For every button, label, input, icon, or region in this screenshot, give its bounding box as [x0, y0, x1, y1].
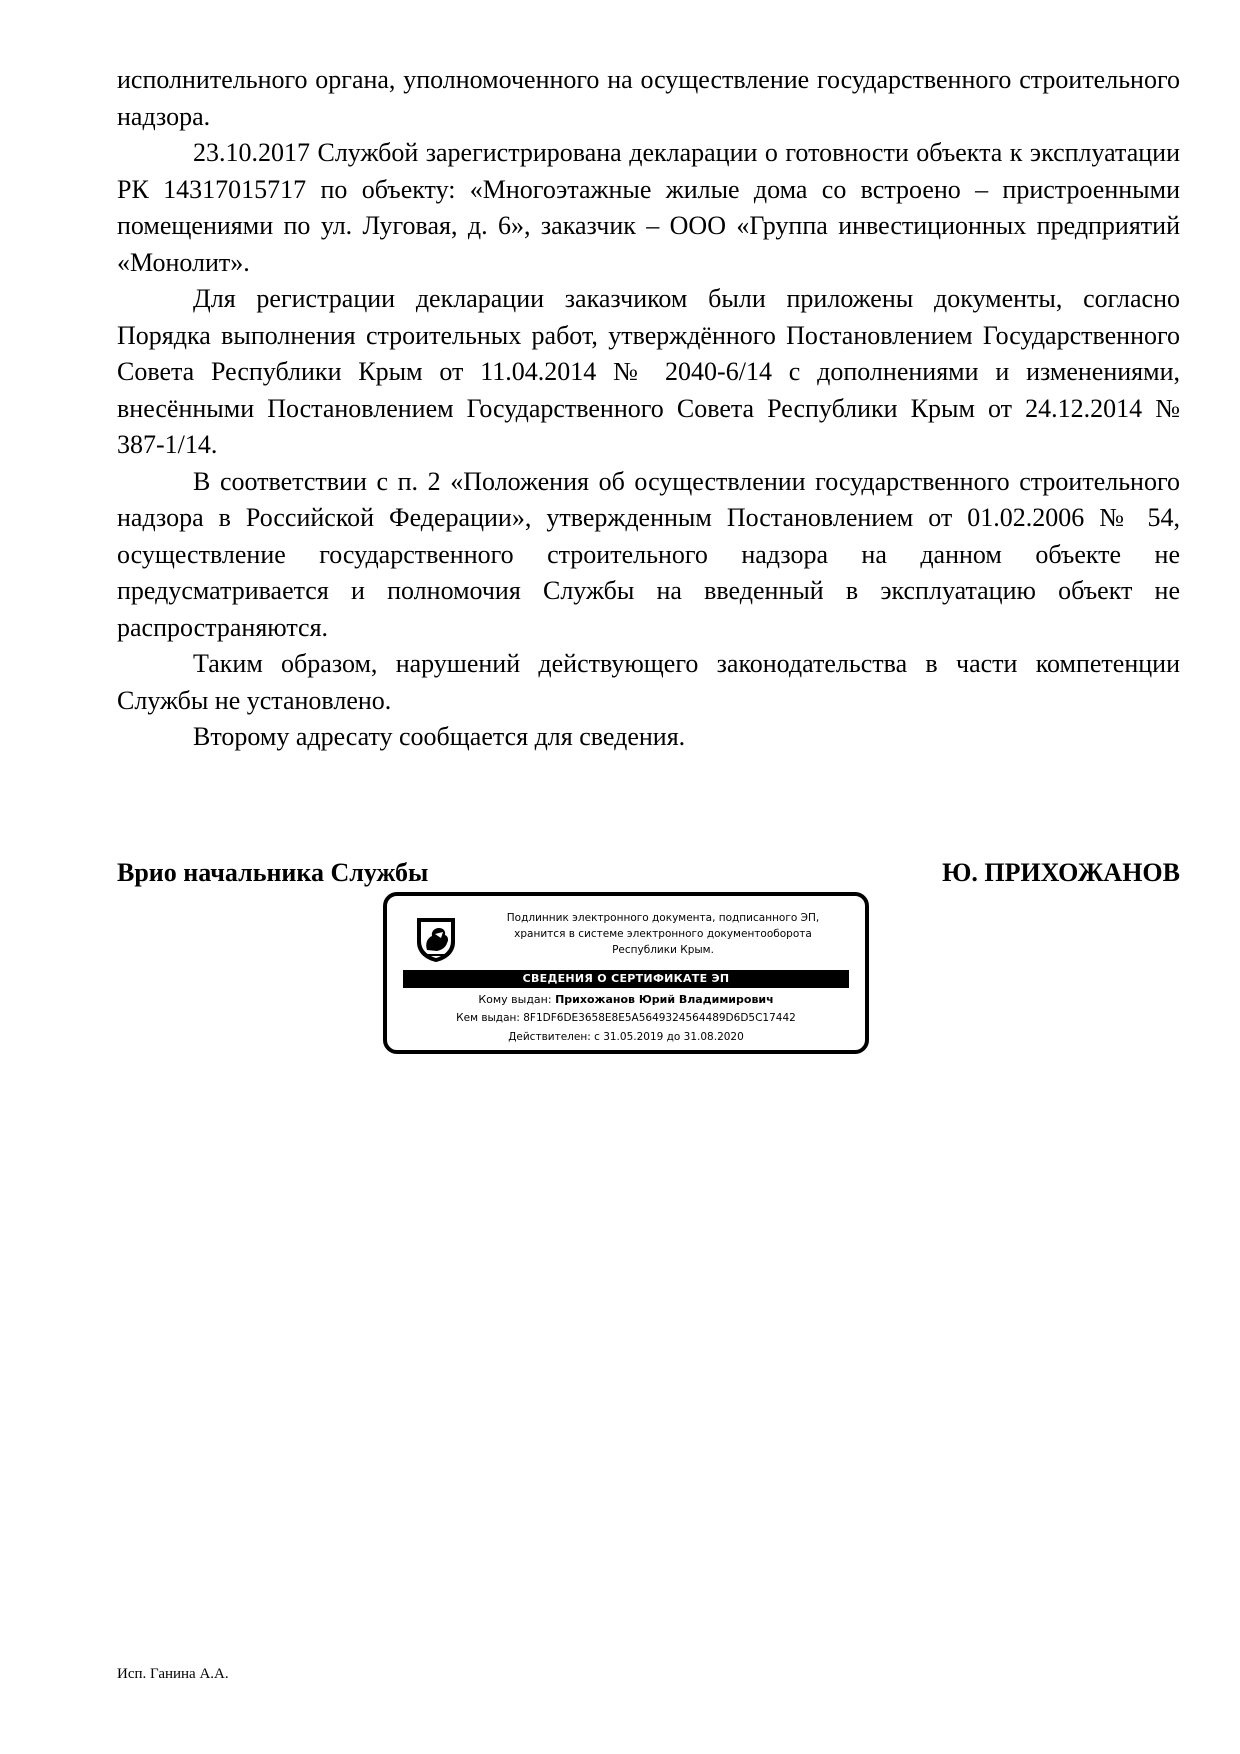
valid-value: с 31.05.2019 до 31.08.2020	[594, 1031, 744, 1043]
stamp-note: Подлинник электронного документа, подписанного ЭП, хранится в системе электронного документооборота Республики Крым.	[506, 912, 820, 956]
paragraph: Второму адресату сообщается для сведения.	[193, 722, 686, 751]
issued-to-value: Прихожанов Юрий Владимирович	[555, 993, 774, 1006]
paragraph: исполнительного органа, уполномоченного на осуществление государственного строительного надзора.	[117, 65, 1180, 131]
paragraph: Таким образом, нарушений действующего законодательства в части компетенции Службы не установлено.	[117, 649, 1180, 715]
executor-note: Исп. Ганина А.А.	[117, 1666, 229, 1682]
letter-body	[117, 62, 1180, 756]
valid-label: Действителен:	[508, 1031, 591, 1043]
stamp-issued-to	[403, 993, 849, 1006]
issued-by-label: Кем выдан:	[456, 1012, 520, 1024]
signer-position: Врио начальника Службы	[117, 858, 429, 887]
stamp-issued-by	[403, 1012, 849, 1024]
e-signature-stamp	[383, 892, 869, 1054]
crimea-coat-of-arms-icon	[413, 914, 459, 964]
issued-to-label: Кому выдан:	[478, 993, 552, 1006]
issued-by-value: 8F1DF6DE3658E8E5A5649324564489D6D5C17442	[523, 1012, 796, 1024]
signer-name: Ю. ПРИХОЖАНОВ	[942, 858, 1180, 887]
signature-line	[117, 858, 1180, 894]
stamp-header: СВЕДЕНИЯ О СЕРТИФИКАТЕ ЭП	[403, 970, 849, 988]
paragraph: Для регистрации декларации заказчиком были приложены документы, согласно Порядка выполнения строительных работ, утверждённого Постановлением Государственного Совета Республики Крым от 11.04.2014 № 2040-6/14 с дополнениями и изменениями, внесёнными Постановлением Государственного Совета Республики Крым от 24.12.2014 № 387-1/14.	[117, 284, 1180, 459]
paragraph: В соответствии с п. 2 «Положения об осуществлении государственного строительного надзора в Российской Федерации», утвержденным Постановлением от 01.02.2006 № 54, осуществление государственного строительного надзора на данном объекте не предусматривается и полномочия Службы на введенный в эксплуатацию объект не распространяются.	[117, 466, 1180, 642]
stamp-validity	[403, 1031, 849, 1043]
paragraph: 23.10.2017 Службой зарегистрирована декларации о готовности объекта к эксплуатации РК 14317015717 по объекту: «Многоэтажные жилые дома со встроено – пристроенными помещениями по ул. Луговая, д. 6», заказчик – ООО «Группа инвестиционных предприятий «Монолит».	[117, 138, 1180, 277]
